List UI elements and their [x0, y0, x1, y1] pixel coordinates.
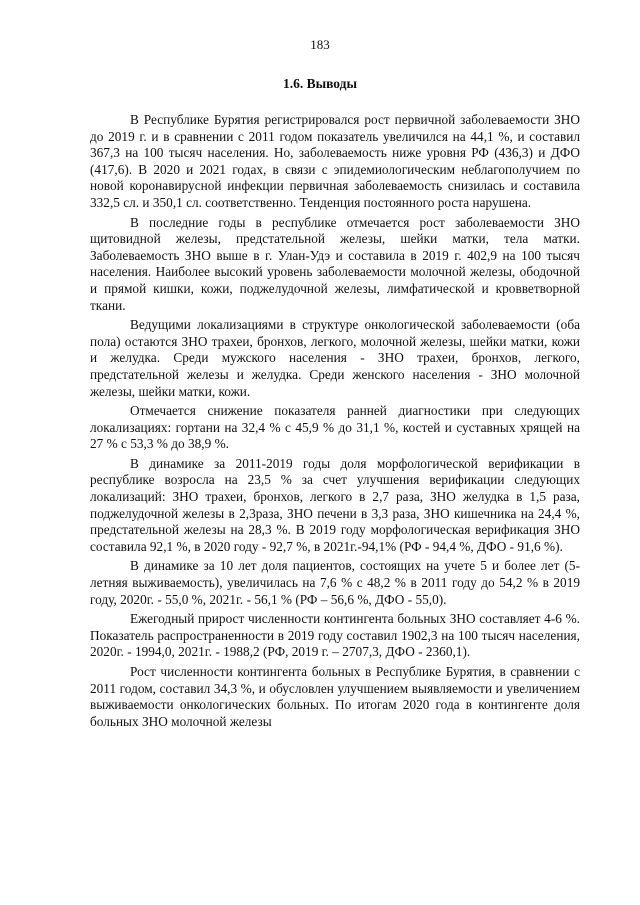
section-title: 1.6. Выводы: [282, 76, 358, 91]
paragraph: В динамике за 2011-2019 годы доля морфологической верификации в республике возросла на 23,5 % за счет улучшения верификации следующих локализаций: ЗНО трахеи, бронхов, легкого в 2,7 раза, ЗНО желудка в 1,5 раза, поджелудочной железы в 2,3раза, ЗНО печени в 3,3 раза, ЗНО кишечника на 24,4 %, предстательной железы на 28,3 %. В 2019 году морфологическая верификация ЗНО составила 92,1 %, в 2020 году - 92,7 %, в 2021г.-94,1% (РФ - 94,4 %, ДФО - 91,6 %).: [90, 455, 580, 554]
paragraph: В Республике Бурятия регистрировался рост первичной заболеваемости ЗНО до 2019 г. и в сравнении с 2011 годом показатель увеличился на 44,1 %, и составил 367,3 на 100 тысяч населения. Но, заболеваемость ниже уровня РФ (436,3) и ДФО (417,6). В 2020 и 2021 годах, в связи с эпидемиологическим неблагополучием по новой коронавирусной инфекции первичная заболеваемость снизилась и составила 332,5 сл. и 350,1 сл. соответственно. Тенденция постоянного роста нарушена.: [90, 112, 580, 210]
paragraph: В динамике за 10 лет доля пациентов, состоящих на учете 5 и более лет (5-летняя выживаемость), увеличилась на 7,6 % с 48,2 % в 2011 году до 54,2 % в 2019 году, 2020г. - 55,0 %, 2021г. - 56,1 % (РФ – 56,6 %, ДФО - 55,0).: [90, 558, 580, 607]
page-number: 183: [310, 37, 330, 52]
paragraph: Рост численности контингента больных в Республике Бурятия, в сравнении с 2011 годом, составил 34,3 %, и обусловлен улучшением выявляемости и увеличением выживаемости онкологических больных. По итогам 2020 года в контингенте доля больных ЗНО молочной железы: [90, 664, 580, 729]
paragraph: Ведущими локализациями в структуре онкологической заболеваемости (оба пола) остаются ЗНО трахеи, бронхов, легкого, молочной железы, шейки матки, кожи и желудка. Среди мужского населения - ЗНО трахеи, бронхов, легкого, предстательной железы и желудка. Среди женского населения - ЗНО молочной железы, шейки матки, кожи.: [90, 317, 580, 399]
paragraph: Отмечается снижение показателя ранней диагностики при следующих локализациях: гортани на 32,4 % с 45,9 % до 31,1 %, костей и суставных хрящей на 27 % с 53,3 % до 38,9 %.: [90, 403, 580, 452]
paragraph: Ежегодный прирост численности контингента больных ЗНО составляет 4-6 %. Показатель распространенности в 2019 году составил 1902,3 на 100 тысяч населения, 2020г. - 1994,0, 2021г. - 1988,2 (РФ, 2019 г. – 2707,3, ДФО - 2360,1).: [90, 611, 580, 660]
body-text: [90, 112, 580, 733]
paragraph: В последние годы в республике отмечается рост заболеваемости ЗНО щитовидной железы, предстательной железы, шейки матки, тела матки. Заболеваемость ЗНО выше в г. Улан-Удэ и составила в 2019 г. 402,9 на 100 тысяч населения. Наиболее высокий уровень заболеваемости молочной железы, ободочной и прямой кишки, кожи, поджелудочной железы, лимфатической и кровветворной ткани.: [90, 214, 580, 313]
